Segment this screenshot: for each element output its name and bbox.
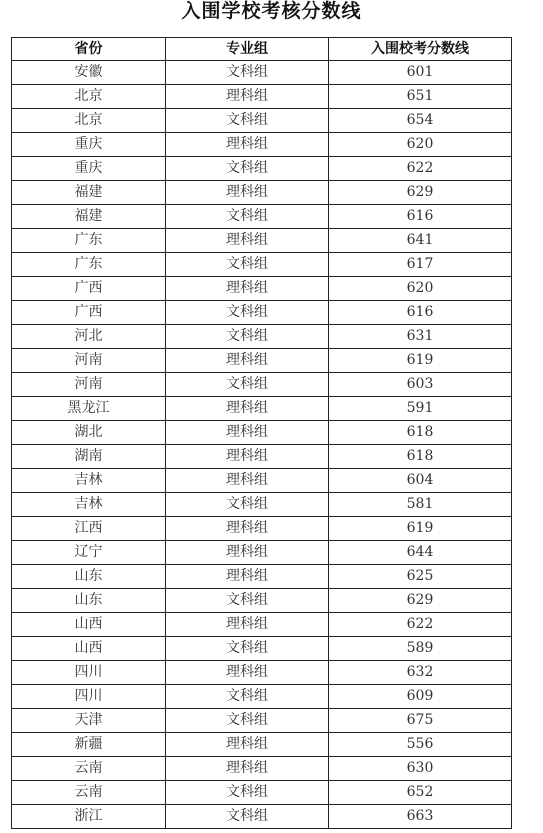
province-cell: 广东 [12,253,166,277]
major-group-cell: 理科组 [166,277,329,301]
province-cell: 广西 [12,301,166,325]
province-cell: 四川 [12,685,166,709]
score-cell: 641 [329,229,512,253]
major-group-cell: 文科组 [166,205,329,229]
score-cell: 601 [329,61,512,85]
score-cell: 589 [329,637,512,661]
score-cell: 651 [329,85,512,109]
score-cell: 652 [329,781,512,805]
score-cell: 622 [329,157,512,181]
table-row [12,469,512,493]
score-cell: 617 [329,253,512,277]
table-row [12,685,512,709]
major-group-cell: 理科组 [166,133,329,157]
table-row [12,493,512,517]
table-row [12,133,512,157]
score-cell: 630 [329,757,512,781]
score-cell: 556 [329,733,512,757]
province-cell: 山西 [12,637,166,661]
major-group-cell: 文科组 [166,685,329,709]
province-cell: 云南 [12,781,166,805]
header-score-line: 入围校考分数线 [329,38,512,61]
table-row [12,301,512,325]
province-cell: 四川 [12,661,166,685]
score-cell: 616 [329,205,512,229]
province-cell: 山西 [12,613,166,637]
score-cell: 631 [329,325,512,349]
major-group-cell: 文科组 [166,253,329,277]
province-cell: 广西 [12,277,166,301]
score-cell: 619 [329,517,512,541]
table-row [12,397,512,421]
major-group-cell: 文科组 [166,325,329,349]
score-cell: 622 [329,613,512,637]
province-cell: 重庆 [12,157,166,181]
major-group-cell: 理科组 [166,397,329,421]
score-cell: 620 [329,277,512,301]
table-row [12,733,512,757]
table-row [12,541,512,565]
major-group-cell: 理科组 [166,85,329,109]
province-cell: 云南 [12,757,166,781]
major-group-cell: 理科组 [166,181,329,205]
table-header-row [12,38,512,61]
province-cell: 浙江 [12,805,166,829]
major-group-cell: 理科组 [166,469,329,493]
province-cell: 河南 [12,373,166,397]
score-cell: 616 [329,301,512,325]
score-cell: 644 [329,541,512,565]
score-cell: 629 [329,589,512,613]
province-cell: 河北 [12,325,166,349]
table-row [12,277,512,301]
score-cell: 609 [329,685,512,709]
major-group-cell: 文科组 [166,61,329,85]
table-row [12,661,512,685]
table-row [12,253,512,277]
major-group-cell: 文科组 [166,637,329,661]
major-group-cell: 文科组 [166,781,329,805]
province-cell: 山东 [12,565,166,589]
province-cell: 江西 [12,517,166,541]
score-cell: 620 [329,133,512,157]
table-row [12,805,512,829]
table-row [12,157,512,181]
major-group-cell: 理科组 [166,565,329,589]
major-group-cell: 文科组 [166,157,329,181]
table-row [12,229,512,253]
score-cell: 654 [329,109,512,133]
header-major-group: 专业组 [166,38,329,61]
table-row [12,325,512,349]
major-group-cell: 文科组 [166,301,329,325]
score-cell: 604 [329,469,512,493]
score-table [11,37,512,829]
province-cell: 山东 [12,589,166,613]
table-row [12,109,512,133]
score-cell: 625 [329,565,512,589]
score-cell: 632 [329,661,512,685]
table-row [12,589,512,613]
province-cell: 河南 [12,349,166,373]
table-row [12,709,512,733]
table-row [12,421,512,445]
major-group-cell: 文科组 [166,373,329,397]
major-group-cell: 文科组 [166,589,329,613]
province-cell: 湖南 [12,445,166,469]
province-cell: 黑龙江 [12,397,166,421]
table-row [12,613,512,637]
table-row [12,349,512,373]
major-group-cell: 理科组 [166,757,329,781]
major-group-cell: 理科组 [166,445,329,469]
major-group-cell: 理科组 [166,229,329,253]
province-cell: 辽宁 [12,541,166,565]
table-row [12,565,512,589]
score-cell: 581 [329,493,512,517]
province-cell: 重庆 [12,133,166,157]
major-group-cell: 文科组 [166,109,329,133]
table-row [12,85,512,109]
table-body [12,61,512,829]
header-province: 省份 [12,38,166,61]
table-row [12,181,512,205]
province-cell: 北京 [12,109,166,133]
score-cell: 603 [329,373,512,397]
province-cell: 湖北 [12,421,166,445]
score-cell: 618 [329,445,512,469]
province-cell: 安徽 [12,61,166,85]
score-cell: 619 [329,349,512,373]
province-cell: 吉林 [12,493,166,517]
score-cell: 675 [329,709,512,733]
table-row [12,373,512,397]
major-group-cell: 理科组 [166,421,329,445]
page-title: 入围学校考核分数线 [181,0,362,22]
table-row [12,205,512,229]
table-row [12,61,512,85]
score-cell: 591 [329,397,512,421]
major-group-cell: 文科组 [166,493,329,517]
table-row [12,757,512,781]
major-group-cell: 理科组 [166,349,329,373]
province-cell: 北京 [12,85,166,109]
province-cell: 福建 [12,181,166,205]
province-cell: 天津 [12,709,166,733]
score-cell: 663 [329,805,512,829]
table-row [12,781,512,805]
major-group-cell: 文科组 [166,805,329,829]
major-group-cell: 理科组 [166,517,329,541]
province-cell: 广东 [12,229,166,253]
province-cell: 新疆 [12,733,166,757]
major-group-cell: 文科组 [166,709,329,733]
score-cell: 629 [329,181,512,205]
province-cell: 吉林 [12,469,166,493]
table-row [12,517,512,541]
table-row [12,445,512,469]
major-group-cell: 理科组 [166,733,329,757]
major-group-cell: 理科组 [166,661,329,685]
province-cell: 福建 [12,205,166,229]
table-row [12,637,512,661]
major-group-cell: 理科组 [166,613,329,637]
score-cell: 618 [329,421,512,445]
major-group-cell: 理科组 [166,541,329,565]
